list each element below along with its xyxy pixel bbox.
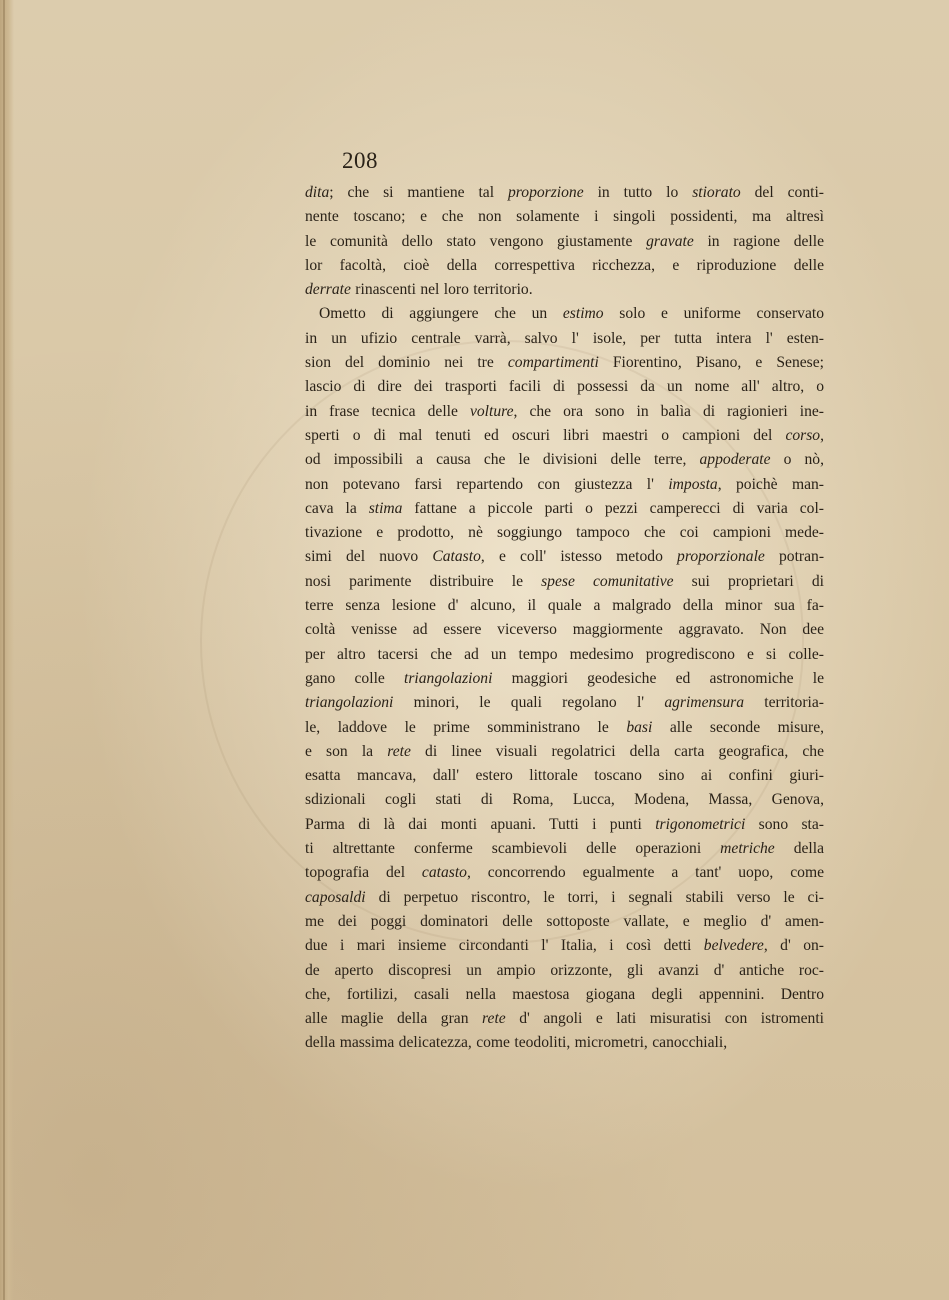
text-run: gano colle — [305, 669, 405, 687]
text-run: lascio di dire dei trasporti facili di possessi da un nome all' altro, o — [305, 378, 824, 396]
text-line — [305, 886, 824, 910]
text-run: della massima delicatezza, come teodoliti, micrometri, canocchiali, — [305, 1034, 728, 1052]
text-run: , che ora sono in balìa di ragionieri ine- — [513, 402, 824, 420]
text-line — [305, 740, 824, 764]
text-line — [305, 278, 824, 302]
text-run: Ometto di aggiungere che un — [319, 305, 563, 323]
page-fold-line — [3, 0, 5, 1300]
italic-term: proporzionale — [677, 548, 765, 566]
text-run: le, laddove le prime somministrano le — [305, 718, 627, 736]
text-run: minori, le quali regolano l' — [393, 694, 665, 712]
italic-term: triangolazioni — [404, 669, 493, 687]
text-line — [305, 910, 824, 934]
italic-term: stiorato — [692, 184, 741, 201]
text-line — [305, 254, 824, 278]
italic-term: stima — [368, 499, 403, 517]
text-line — [305, 545, 824, 569]
text-run: simi del nuovo — [305, 548, 433, 566]
text-run: le comunità dello stato vengono giustamente — [305, 232, 647, 250]
text-line — [305, 716, 824, 740]
italic-term: basi — [626, 718, 653, 736]
text-line — [305, 302, 824, 326]
italic-term: appoderate — [699, 451, 771, 469]
text-run: della — [774, 840, 824, 858]
text-run: esatta mancava, dall' estero littorale toscano sino ai confini giuri- — [305, 767, 824, 785]
italic-term: proporzione — [507, 184, 584, 201]
text-line — [305, 1007, 824, 1031]
text-run: cava la — [305, 499, 369, 517]
text-run: me dei poggi dominatori delle sottoposte vallate, e meglio d' amen- — [305, 912, 824, 930]
text-line — [305, 788, 824, 812]
italic-term: corso — [785, 426, 821, 444]
text-line — [305, 934, 824, 958]
text-line — [305, 448, 824, 472]
text-run: tivazione e prodotto, nè soggiungo tampoco che coi campioni mede- — [305, 524, 824, 542]
text-run: rinascenti nel loro territorio. — [350, 281, 533, 299]
italic-term: spese comunitative — [541, 572, 674, 590]
text-line — [305, 497, 824, 521]
text-run: sdizionali cogli stati di Roma, Lucca, Modena, Massa, Genova, — [305, 791, 824, 809]
text-run: alle seconde misure, — [652, 718, 825, 736]
page-number: 208 — [342, 148, 378, 173]
italic-term: rete — [387, 742, 411, 760]
italic-term: gravate — [646, 232, 694, 250]
italic-term: dita — [305, 184, 330, 201]
text-line — [305, 861, 824, 885]
body-text — [305, 181, 824, 1056]
text-line — [305, 400, 824, 424]
text-run: , e coll' istesso metodo — [480, 548, 678, 566]
text-run: nosi parimente distribuire le — [305, 572, 542, 590]
text-line — [305, 327, 824, 351]
text-run: ti altrettante conferme scambievoli delle operazioni — [305, 840, 721, 858]
italic-term: agrimensura — [664, 694, 745, 712]
text-run: solo e uniforme conservato — [603, 305, 825, 323]
text-run: che, fortilizi, casali nella maestosa giogana degli appennini. Dentro — [305, 985, 824, 1003]
text-run: maggiori geodesiche ed astronomiche le — [492, 669, 824, 687]
text-run: sion del dominio nei tre — [305, 354, 508, 372]
text-line — [305, 813, 824, 837]
text-line — [305, 837, 824, 861]
text-run: di perpetuo riscontro, le torri, i segnali stabili verso le ci- — [365, 888, 824, 906]
text-run: ; che si mantiene tal — [329, 184, 508, 201]
text-line — [305, 351, 824, 375]
text-run: alle maglie della gran — [305, 1010, 483, 1028]
text-line — [305, 181, 824, 205]
text-line — [305, 959, 824, 983]
text-run: di linee visuali regolatrici della carta geografica, che — [410, 742, 824, 760]
text-run: , concorrendo egualmente a tant' uopo, come — [466, 864, 824, 882]
text-line — [305, 594, 824, 618]
italic-term: compartimenti — [507, 354, 599, 372]
text-run: fattane a piccole parti o pezzi camperecci di varia col- — [402, 499, 824, 517]
text-run: sui proprietari di — [673, 572, 824, 590]
italic-term: volture — [469, 402, 514, 420]
text-run: in tutto lo — [583, 184, 693, 201]
text-run: Fiorentino, Pisano, e Senese; — [598, 354, 824, 372]
text-run: Parma di là dai monti apuani. Tutti i punti — [305, 815, 656, 833]
text-run: d' angoli e lati misuratisi con istromenti — [505, 1010, 824, 1028]
text-line — [305, 230, 824, 254]
italic-term: caposaldi — [305, 888, 366, 906]
text-run: sono sta- — [745, 815, 824, 833]
text-run: potran- — [764, 548, 825, 566]
text-run: , — [820, 426, 824, 444]
italic-term: Catasto — [432, 548, 481, 566]
text-run: per altro tacersi che ad un tempo medesimo progrediscono e si colle- — [305, 645, 824, 663]
italic-term: belvedere — [703, 937, 764, 955]
text-line — [305, 1031, 824, 1055]
text-run: coltà venisse ad essere viceverso maggiormente aggravato. Non dee — [305, 621, 824, 639]
text-line — [305, 667, 824, 691]
text-line — [305, 205, 824, 229]
text-run: nente toscano; e che non solamente i singoli possidenti, ma altresì — [305, 208, 824, 226]
text-run: o nò, — [770, 451, 824, 469]
text-run: , poichè man- — [717, 475, 824, 493]
text-run: sperti o di mal tenuti ed oscuri libri maestri o campioni del — [305, 426, 786, 444]
text-line — [305, 643, 824, 667]
text-line — [305, 375, 824, 399]
text-line — [305, 764, 824, 788]
text-run: non potevano farsi repartendo con giustezza l' — [305, 475, 669, 493]
text-run: territoria- — [744, 694, 824, 712]
text-run: in un ufizio centrale varrà, salvo l' isole, per tutta intera l' esten- — [305, 329, 824, 347]
text-run: , d' on- — [763, 937, 824, 955]
text-line — [305, 521, 824, 545]
italic-term: triangolazioni — [305, 694, 394, 712]
text-line — [305, 618, 824, 642]
text-run: e son la — [305, 742, 388, 760]
text-run: lor facoltà, cioè della correspettiva ricchezza, e riproduzione delle — [305, 256, 824, 274]
text-line — [305, 691, 824, 715]
text-run: del conti- — [740, 184, 824, 201]
text-run: de aperto discopresi un ampio orizzonte, gli avanzi d' antiche roc- — [305, 961, 824, 979]
text-run: due i mari insieme circondanti l' Italia, i così detti — [305, 937, 704, 955]
text-line — [305, 570, 824, 594]
text-line — [305, 983, 824, 1007]
text-line — [305, 424, 824, 448]
italic-term: estimo — [562, 305, 604, 323]
text-run: in ragione delle — [693, 232, 825, 250]
italic-term: trigonometrici — [655, 815, 746, 833]
text-run: in frase tecnica delle — [305, 402, 470, 420]
italic-term: metriche — [720, 840, 775, 858]
italic-term: imposta — [668, 475, 718, 493]
italic-term: rete — [482, 1010, 506, 1028]
text-run: topografia del — [305, 864, 422, 882]
italic-term: derrate — [305, 281, 351, 299]
text-run: od impossibili a causa che le divisioni delle terre, — [305, 451, 700, 469]
italic-term: catasto — [421, 864, 467, 882]
text-run: terre senza lesione d' alcuno, il quale a malgrado della minor sua fa- — [305, 597, 824, 615]
text-line — [305, 473, 824, 497]
